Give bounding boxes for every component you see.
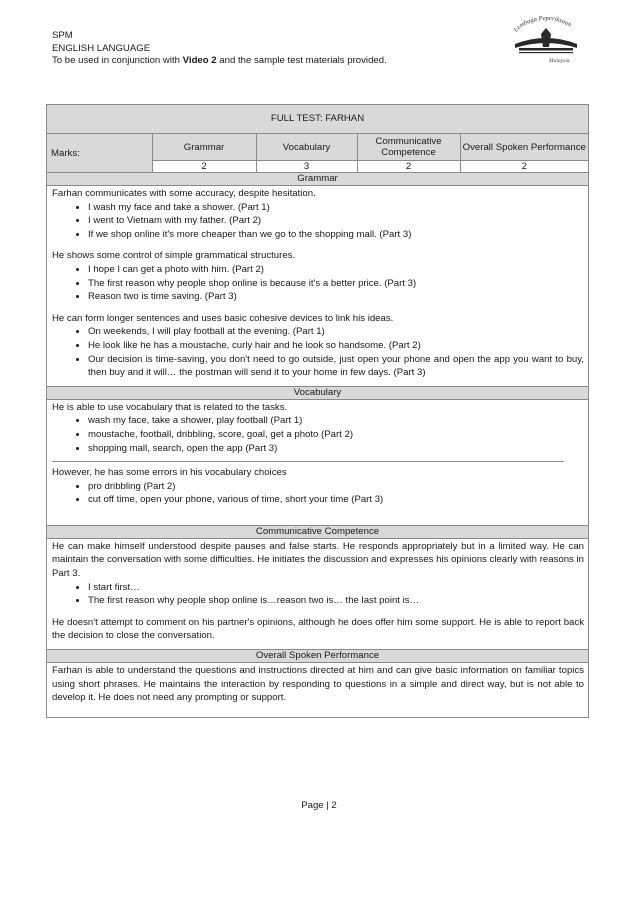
list-item: • The first reason why people shop online is because it's a better price. (Part 3) (88, 277, 584, 291)
divider (52, 461, 564, 462)
list-item: • pro dribbling (Part 2) (88, 480, 584, 494)
overall-paragraph: Farhan is able to understand the questions and instructions directed at him and can give basic information on familiar topics using short phrases. He maintains the interaction by responding to questions in a simple and direct way, but is not able to develop it. He does not need any prompting or support. (52, 665, 584, 704)
list-item: • I start first… (88, 581, 584, 595)
marks-label: Marks: (47, 134, 152, 173)
overall-section-body (47, 663, 588, 718)
header-instructions: To be used in conjunction with Video 2 and the sample test materials provided. (52, 55, 387, 66)
assessment-sheet (46, 104, 589, 718)
overall-column-header: Overall Spoken Performance (460, 134, 588, 161)
list-item: • I went to Vietnam with my father. (Part 2) (88, 214, 584, 228)
header-subject: ENGLISH LANGUAGE (52, 42, 151, 54)
marks-table (47, 134, 588, 173)
vocabulary-section-body (47, 400, 588, 526)
list-item: • I wash my face and take a shower. (Part 1) (88, 201, 584, 215)
list-item: • I hope I can get a photo with him. (Part 2) (88, 263, 584, 277)
vocabulary-errors-list (52, 480, 584, 507)
header-exam-name: SPM (52, 30, 73, 41)
document-header (52, 30, 387, 68)
overall-score: 2 (460, 161, 588, 173)
grammar-examples-list (52, 201, 584, 242)
grammar-examples-list (52, 263, 584, 304)
communicative-column-header: Communicative Competence (357, 134, 460, 161)
list-item: • Reason two is time saving. (Part 3) (88, 290, 584, 304)
vocabulary-column-header: Vocabulary (256, 134, 357, 161)
exam-board-logo (505, 14, 587, 70)
vocabulary-paragraph: However, he has some errors in his vocabulary choices (52, 467, 287, 479)
list-item: • cut off time, open your phone, various of time, short your time (Part 3) (88, 493, 584, 507)
header-video-ref: Video 2 (182, 55, 217, 66)
communicative-section-heading: Communicative Competence (47, 526, 588, 539)
communicative-section-body (47, 539, 588, 650)
list-item: • wash my face, take a shower, play football (Part 1) (88, 414, 584, 428)
communicative-paragraph: He doesn't attempt to comment on his partner's opinions, although he does offer him some support. He is able to report back the decision to close the conversation. (52, 616, 584, 642)
communicative-examples-list (52, 581, 584, 608)
vocabulary-section-heading: Vocabulary (47, 387, 588, 400)
grammar-section-heading: Grammar (47, 173, 588, 186)
grammar-score: 2 (152, 161, 256, 173)
list-item: • On weekends, I will play football at the evening. (Part 1) (88, 325, 584, 339)
grammar-section-body (47, 186, 588, 387)
list-item: • He look like he has a moustache, curly hair and he look so handsome. (Part 2) (88, 339, 584, 353)
vocabulary-examples-list (52, 414, 584, 455)
logo-text-bottom: Malaysia (549, 58, 570, 64)
grammar-column-header: Grammar (152, 134, 256, 161)
vocabulary-score: 3 (256, 161, 357, 173)
overall-section-heading: Overall Spoken Performance (47, 650, 588, 663)
grammar-paragraph: He can form longer sentences and uses basic cohesive devices to link his ideas. (52, 312, 394, 324)
grammar-paragraph: Farhan communicates with some accuracy, despite hesitation. (52, 188, 316, 199)
list-item: • The first reason why people shop online is…reason two is… the last point is… (88, 594, 584, 608)
logo-text-top: Lembaga Peperiksaan (512, 14, 573, 34)
list-item: • Our decision is time-saving, you don't need to go outside, just open your phone and open the app you want to buy, then buy and it will… the postman will send it to your home in few days. (Part 3) (88, 353, 584, 380)
vocabulary-paragraph: He is able to use vocabulary that is related to the tasks. (52, 401, 288, 413)
list-item: • shopping mall, search, open the app (Part 3) (88, 442, 584, 456)
page-number: Page | 2 (301, 800, 337, 811)
grammar-examples-list (52, 325, 584, 379)
test-title: FULL TEST: FARHAN (47, 105, 588, 134)
list-item: • If we shop online it's more cheaper than we go to the shopping mall. (Part 3) (88, 228, 584, 242)
grammar-paragraph: He shows some control of simple grammatical structures. (52, 250, 296, 262)
list-item: • moustache, football, dribbling, score, goal, get a photo (Part 2) (88, 428, 584, 442)
communicative-paragraph: He can make himself understood despite pauses and false starts. He responds appropriately but in a limited way. He can maintain the conversation with some difficulties. He initiates the discussion and expresses his opinions clearly with reasons in Part 3. (52, 540, 584, 580)
communicative-score: 2 (357, 161, 460, 173)
